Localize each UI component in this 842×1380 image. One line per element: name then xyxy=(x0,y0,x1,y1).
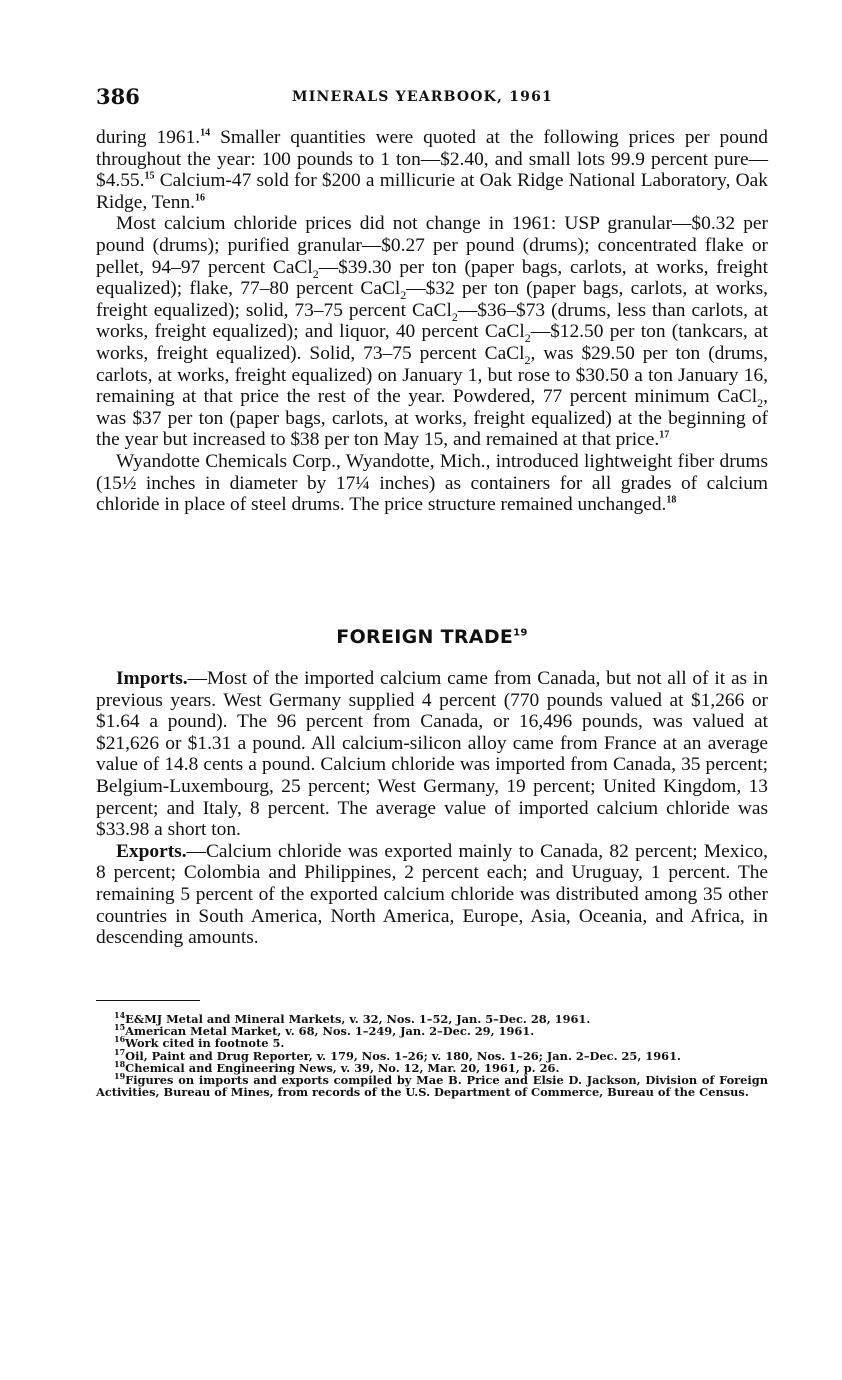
footnote-ref: 17 xyxy=(659,429,670,441)
footnote-ref: 19 xyxy=(513,627,528,639)
running-header xyxy=(96,84,766,112)
running-title: MINERALS YEARBOOK, 1961 xyxy=(292,89,553,105)
imports-label: Imports. xyxy=(116,668,188,689)
footnote: $^{17}$Oil, Paint and Drug Reporter, v. 179, Nos. 1–26; v. 180, Nos. 1–26; Jan. 2–Dec. 25, 1961. xyxy=(114,1046,681,1063)
page-number: 386 xyxy=(96,84,140,109)
footnote: $^{18}$Chemical and Engineering News, v. 39, No. 12, Mar. 20, 1961, p. 26. xyxy=(114,1059,560,1075)
wyandotte-paragraph: Wyandotte Chemicals Corp., Wyandotte, Mich., introduced lightweight fiber drums (15½ inches in diameter by 17¼ inches) as containers for all grades of calcium chloride in place of steel drums. The price structure remained unchanged.$^{18}$ xyxy=(96,450,768,516)
footnote-ref: 15 xyxy=(144,170,155,182)
footnote-ref: 18 xyxy=(666,494,677,506)
prices-paragraph-continued: during 1961.14 Smaller quantities were quoted at the following prices per pound throughout the year: 100 pounds to 1 ton—$2.40, and small lots 99.9 percent pure—$4.55.15 Calcium-47 sold for $200 a millicurie at Oak Ridge National Laboratory, Oak Ridge, Tenn.$^{16}$ xyxy=(96,127,768,213)
foreign-trade-section xyxy=(96,668,768,949)
prices-section xyxy=(96,127,768,516)
calcium-chloride-prices-paragraph: Most calcium chloride prices did not change in 1961: USP granular—$0.32 per pound (drums); purified granular—$0.27 per pound (drums); concentrated flake or pellet, 94–97 percent CaCl$_2$—$39.30 per ton (paper bags, carlots, at works, freight equalized); flake, 77–80 percent CaCl$_2$—$32 per ton (paper bags, carlots, at works, freight equalized); solid, 73–75 percent CaCl$_2$—$36–$73 (drums, less than carlots, at works, freight equalized); and liquor, 40 percent CaCl$_2$—$12.50 per ton (tankcars, at works, freight equalized). Solid, 73–75 percent CaCl$_2$, was $29.50 per ton (drums, carlots, at works, freight equalized) on January 1, but rose to $30.50 a ton January 16, remaining at that price the rest of the year. Powdered, 77 percent minimum CaCl$_2$, was $37 per ton (paper bags, carlots, at works, freight equalized) at the beginning of the year but increased to $38 per ton May 15, and remained at that price.$^{17}$ xyxy=(96,213,768,451)
footnote: $^{16}$Work cited in footnote 5. xyxy=(114,1034,285,1051)
footnotes xyxy=(96,1010,768,1100)
section-heading-foreign-trade: FOREIGN TRADE$^{19}$ xyxy=(336,626,528,648)
footnote-ref: 16 xyxy=(195,192,205,204)
footnote-ref: 14 xyxy=(200,127,211,139)
footnote: $^{19}$Figures on imports and exports compiled by Mae B. Price and Elsie D. Jackson, Division of Foreign Activities, Bureau of Mines, from records of the U.S. Department of Commerce, Bureau of the Census. xyxy=(96,1071,768,1100)
exports-label: Exports. xyxy=(116,840,187,862)
footnote-divider xyxy=(96,1000,200,1001)
footnote: $^{15}$American Metal Market, v. 68, Nos. 1–249, Jan. 2–Dec. 29, 1961. xyxy=(114,1022,535,1039)
imports-paragraph: Imports.—Most of the imported calcium came from Canada, but not all of it as in previous years. West Germany supplied 4 percent (770 pounds valued at $1,266 or $1.64 a pound). The 96 percent from Canada, or 16,496 pounds, was valued at $21,626 or $1.31 a pound. All calcium-silicon alloy came from France at an average value of 14.8 cents a pound. Calcium chloride was imported from Canada, 35 percent; Belgium-Luxembourg, 25 percent; West Germany, 19 percent; United Kingdom, 13 percent; and Italy, 8 percent. The average value of imported calcium chloride was $33.98 a short ton. xyxy=(96,668,768,841)
footnote: $^{14}$E&MJ Metal and Mineral Markets, v. 32, Nos. 1–52, Jan. 5–Dec. 28, 1961. xyxy=(114,1010,591,1026)
exports-paragraph: Exports.—Calcium chloride was exported mainly to Canada, 82 percent; Mexico, 8 percent; Colombia and Philippines, 2 percent each; and Uruguay, 1 percent. The remaining 5 percent of the exported calcium chloride was distributed among 35 other countries in South America, North America, Europe, Asia, Oceania, and Africa, in descending amounts. xyxy=(96,840,768,949)
